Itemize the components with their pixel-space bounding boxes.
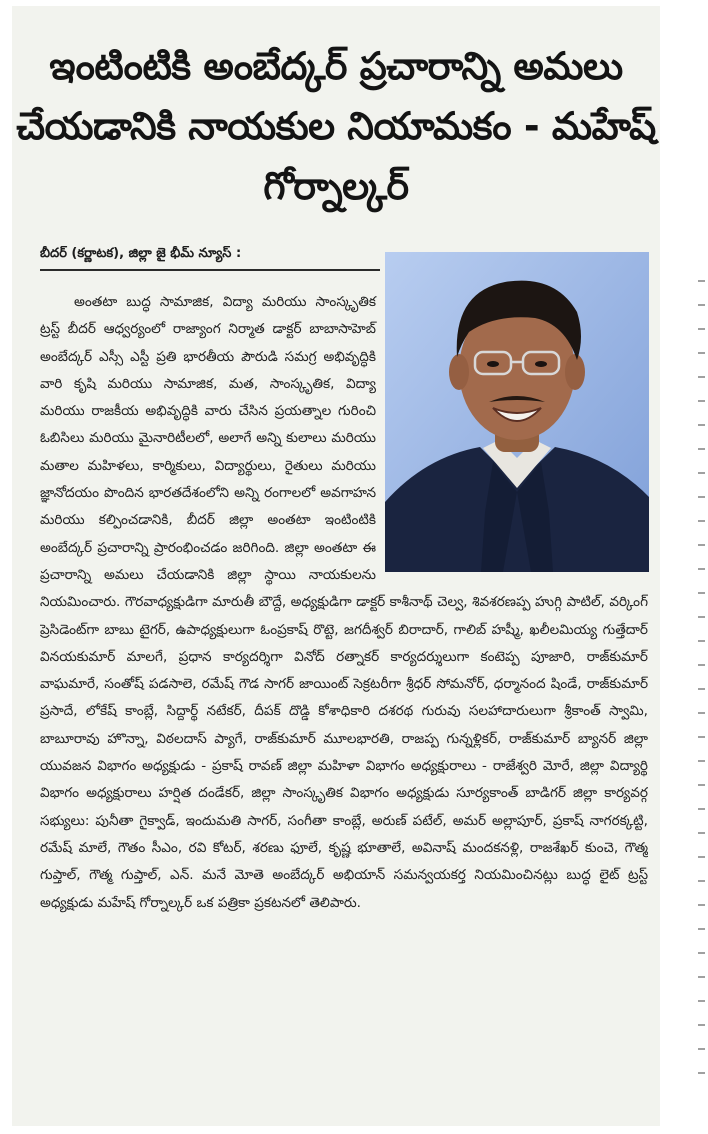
adjacent-column-edge bbox=[696, 280, 708, 1100]
headline: ఇంటింటికి అంబేద్కర్ ప్రచారాన్ని అమలు చేయడానికి నాయకుల నియామకం - మహేష్ గోర్నాల్కర్ bbox=[16, 44, 656, 208]
photo-wrap-space bbox=[376, 289, 648, 577]
article-paragraph: అంతటా బుద్ధ సామాజిక, విద్యా మరియు సాంస్కృతిక ట్రస్ట్ బీదర్ ఆధ్వర్యంలో రాజ్యాంగ నిర్మాత డాక్టర్ బాబాసాహెబ్ అంబేద్కర్ ఎస్సీ ఎస్టీ ప్రతి భారతీయ పౌరుడి సమగ్ర అభివృద్ధికి వారి కృషి మరియు సామాజిక, మత, సాంస్కృతిక, విద్యా మరియు రాజకీయ అభివృద్ధికి వారు చేసిన ప్రయత్నాల గురించి ఓబిసిలు మరియు మైనారిటీలలో, అలాగే అన్ని కులాలు మరియు మతాల మహిళలు, కార్మికులు, విద్యార్థులు, రైతులు మరియు జ్ఞానోదయం పొందిన భారతదేశంలోని అన్ని రంగాలలో అవగాహన మరియు కల్పించడానికి, బీదర్ జిల్లా అంతటా ఇంటింటికి అంబేద్కర్ ప్రచారాన్ని ప్రారంభించడం జరిగింది. జిల్లా అంతటా ఈ ప్రచారాన్ని అమలు చేయడానికి జిల్లా స్థాయి నాయకులను నియమించారు. గౌరవాధ్యక్షుడిగా మారుతీ బౌద్దే, అధ్యక్షుడిగా డాక్టర్ కాశీనాథ్ చెల్వ, శివశరణప్ప హుగ్గి పాటిల్, వర్కింగ్ ప్రెసిడెంట్‌గా బాబు టైగర్, ఉపాధ్యక్షులుగా ఓంప్రకాష్ రొట్టె, జగదీశ్వర్ బిరాదార్, గాలిబ్ హష్మీ, ఖలీలమియ్య గుత్తేదార్ వినయకుమార్ మాలగే, ప్రధాన కార్యదర్శిగా వినోద్ రత్నాకర్ కార్యదర్శులుగా కంటెప్ప పూజారి, రాజ్‌కుమార్ వాఘమారే, సంతోష్ పడసాలె, రమేష్ గౌడ సాగర్ జాయింట్ సెక్రటరీగా శ్రీధర్ సోమనోర్, ధర్మానంద షిండే, రాజ్‌కుమార్ ప్రసాదే, లోకేష్ కాంబ్లే, సిద్దార్థ్ నటేకర్, దీపక్ దొడ్డి కోశాధికారి దశరథ గురువు సలహాదారులుగా శ్రీకాంత్ స్వామి, బాబూరావు హొన్నా, విఠలదాస్ ప్యాగే, రాజ్‌కుమార్ మూలభారతి, రాజప్ప గున్నళ్లికర్, రాజ్‌కుమార్ బ్యానర్ జిల్లా యువజన విభాగం అధ్యక్షుడు - ప్రకాష్ రావణ్ జిల్లా మహిళా విభాగం అధ్యక్షురాలు - రాజేశ్వరి మోరే, జిల్లా విద్యార్థి విభాగం అధ్యక్షురాలు హర్షిత దండేకర్, జిల్లా సాంస్కృతిక విభాగం అధ్యక్షుడు సూర్యకాంత్ బాడిగర్ జిల్లా కార్యవర్గ సభ్యులు: పునీతా గైక్వాడ్, ఇందుమతి సాగర్, సంగీతా కాంబ్లే, అరుణ్ పటేల్, అమర్ అల్లాపూర్, ప్రకాష్ నాగరక్కట్టి, రమేష్ మాలే, గౌతం సీఎం, రవి కోటర్, శరణు ఫూలే, కృష్ణ భూతాలే, అవినాష్ మందకనళ్లి, రాజశేఖర్ కుంచె, గౌత్మ గుప్తాల్, గౌత్మ గుప్తాల్, ఎన్. మనే మోతె అంబేద్కర్ అభియాన్ సమన్వయకర్త నియమించినట్లు బుద్ధ లైట్ ట్రస్ట్ అధ్యక్షుడు మహేష్ గోర్నాల్కర్ ఒక పత్రికా ప్రకటనలో తెలిపారు. bbox=[40, 294, 648, 911]
dateline: బీదర్ (కర్ణాటక), జిల్లా జై భీమ్ న్యూస్ : bbox=[40, 246, 380, 271]
newspaper-clipping bbox=[12, 6, 660, 1126]
article-body bbox=[40, 289, 648, 1125]
